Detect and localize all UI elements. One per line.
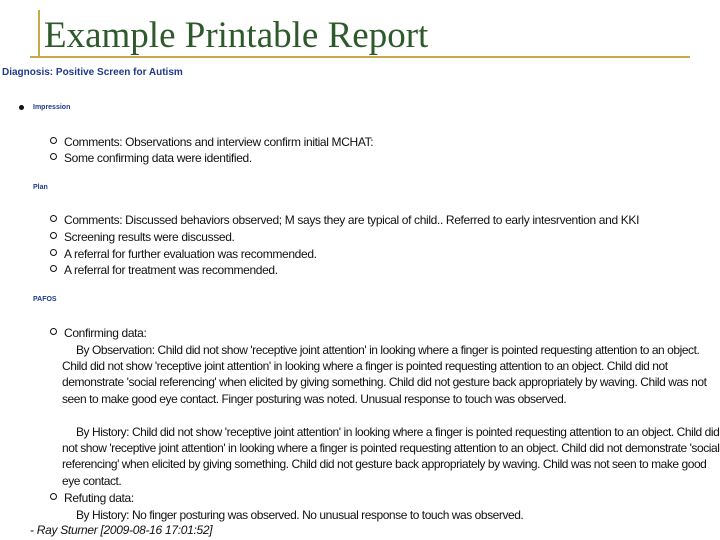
plan-heading: Plan — [33, 184, 48, 191]
impression-heading: Impression — [33, 104, 71, 111]
circle-bullet-icon — [50, 249, 57, 256]
circle-bullet-icon — [50, 265, 57, 272]
signature-line: - Ray Sturner [2009-08-16 17:01:52] — [30, 523, 213, 537]
refuting-history-paragraph: By History: No finger posturing was observed. No unusual response to touch was observed. — [76, 508, 524, 522]
page-title: Example Printable Report — [44, 15, 429, 56]
circle-bullet-icon — [50, 328, 57, 335]
circle-bullet-icon — [50, 493, 57, 500]
confirming-data-item: Confirming data: — [50, 325, 146, 341]
title-vertical-rule — [38, 10, 40, 58]
diagnosis-line: Diagnosis: Positive Screen for Autism — [2, 67, 183, 78]
circle-bullet-icon — [50, 137, 57, 144]
plan-item: A referral for treatment was recommended. — [50, 262, 278, 278]
plan-item: A referral for further evaluation was recommended. — [50, 246, 317, 262]
circle-bullet-icon — [50, 215, 57, 222]
circle-bullet-icon — [50, 232, 57, 239]
refuting-data-item: Refuting data: — [50, 490, 134, 506]
impression-item: Some confirming data were identified. — [50, 150, 252, 166]
bullet-dot-icon — [19, 105, 24, 110]
by-history-paragraph: By History: Child did not show 'receptive joint attention' in looking where a finger is pointed requesting attention to an object. Child did not show 'receptive joint attention' in looking where a finger is pointed requesting attention to an object. Child did not demonstrate 'social referencing' when elicited by giving something. Child did not gesture back appropriately by waving. Child was not seen to make good eye contact. — [62, 425, 720, 488]
plan-item: Screening results were discussed. — [50, 229, 235, 245]
by-observation-paragraph: By Observation: Child did not show 'receptive joint attention' in looking where a finger is pointed requesting attention to an object. Child did not show 'receptive joint attention' in looking where a finger is pointed requesting attention to an object. Child did not demonstrate 'social referencing' when elicited by giving something. Child did not gesture back appropriately by waving. Child was not seen to make good eye contact. Finger posturing was noted. Unusual response to touch was observed. — [62, 343, 707, 406]
pafos-heading: PAFOS — [33, 296, 57, 303]
plan-item: Comments: Discussed behaviors observed; M says they are typical of child.. Referred to early intesrvention and KKI — [50, 212, 639, 228]
impression-item: Comments: Observations and interview confirm initial MCHAT: — [50, 134, 373, 150]
circle-bullet-icon — [50, 153, 57, 160]
